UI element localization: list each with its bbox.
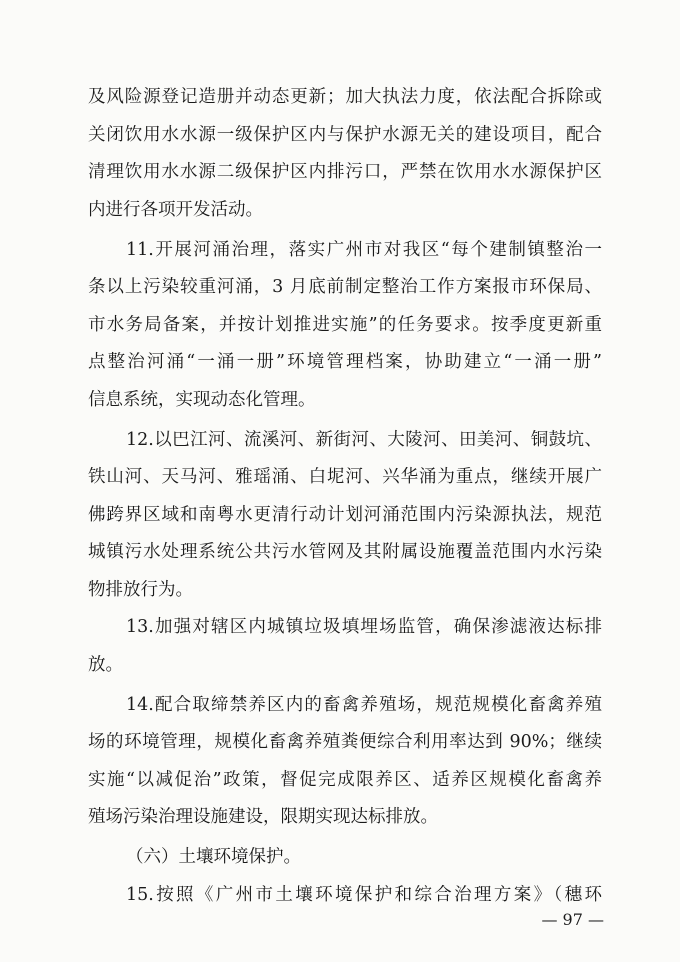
text-line: 11.开展河涌治理，落实广州市对我区“每个建制镇整治一 (126, 240, 602, 260)
text-line: 殖场污染治理设施建设，限期实现达标排放。 (88, 807, 438, 827)
text-line: 市水务局备案，并按计划推进实施”的任务要求。按季度更新重 (88, 315, 602, 335)
text-line: 城镇污水处理系统公共污水管网及其附属设施覆盖范围内水污染 (88, 542, 602, 562)
text-line: 13.加强对辖区内城镇垃圾填埋场监管，确保渗滤液达标排 (126, 617, 602, 637)
text-line: 实施“以减促治”政策，督促完成限养区、适养区规模化畜禽养 (88, 770, 602, 790)
text-line: 内进行各项开发活动。 (88, 200, 263, 220)
page-number: — 97 — (541, 910, 604, 929)
text-line: 及风险源登记造册并动态更新；加大执法力度，依法配合拆除或 (88, 87, 602, 107)
text-line: 清理饮用水水源二级保护区内排污口，严禁在饮用水水源保护区 (88, 162, 602, 182)
text-line: 物排放行为。 (88, 580, 193, 600)
text-line: 14.配合取缔禁养区内的畜禽养殖场，规范规模化畜禽养殖 (126, 695, 602, 715)
text-line: 12.以巴江河、流溪河、新街河、大陵河、田美河、铜鼓坑、 (126, 430, 602, 450)
text-line: 铁山河、天马河、雅瑶涌、白坭河、兴华涌为重点，继续开展广 (88, 467, 602, 487)
text-line: 关闭饮用水水源一级保护区内与保护水源无关的建设项目，配合 (88, 125, 602, 145)
text-line: 点整治河涌“一涌一册”环境管理档案，协助建立“一涌一册” (88, 352, 602, 372)
text-line: （六）土壤环境保护。 (126, 847, 301, 867)
text-line: 佛跨界区域和南粤水更清行动计划河涌范围内污染源执法，规范 (88, 505, 602, 525)
text-line: 信息系统，实现动态化管理。 (88, 390, 316, 410)
text-line: 放。 (88, 655, 123, 675)
text-line: 条以上污染较重河涌，3 月底前制定整治工作方案报市环保局、 (88, 277, 602, 297)
text-line: 15.按照《广州市土壤环境保护和综合治理方案》（穗环 (126, 885, 602, 905)
text-line: 场的环境管理，规模化畜禽养殖粪便综合利用率达到 90%；继续 (88, 732, 602, 752)
